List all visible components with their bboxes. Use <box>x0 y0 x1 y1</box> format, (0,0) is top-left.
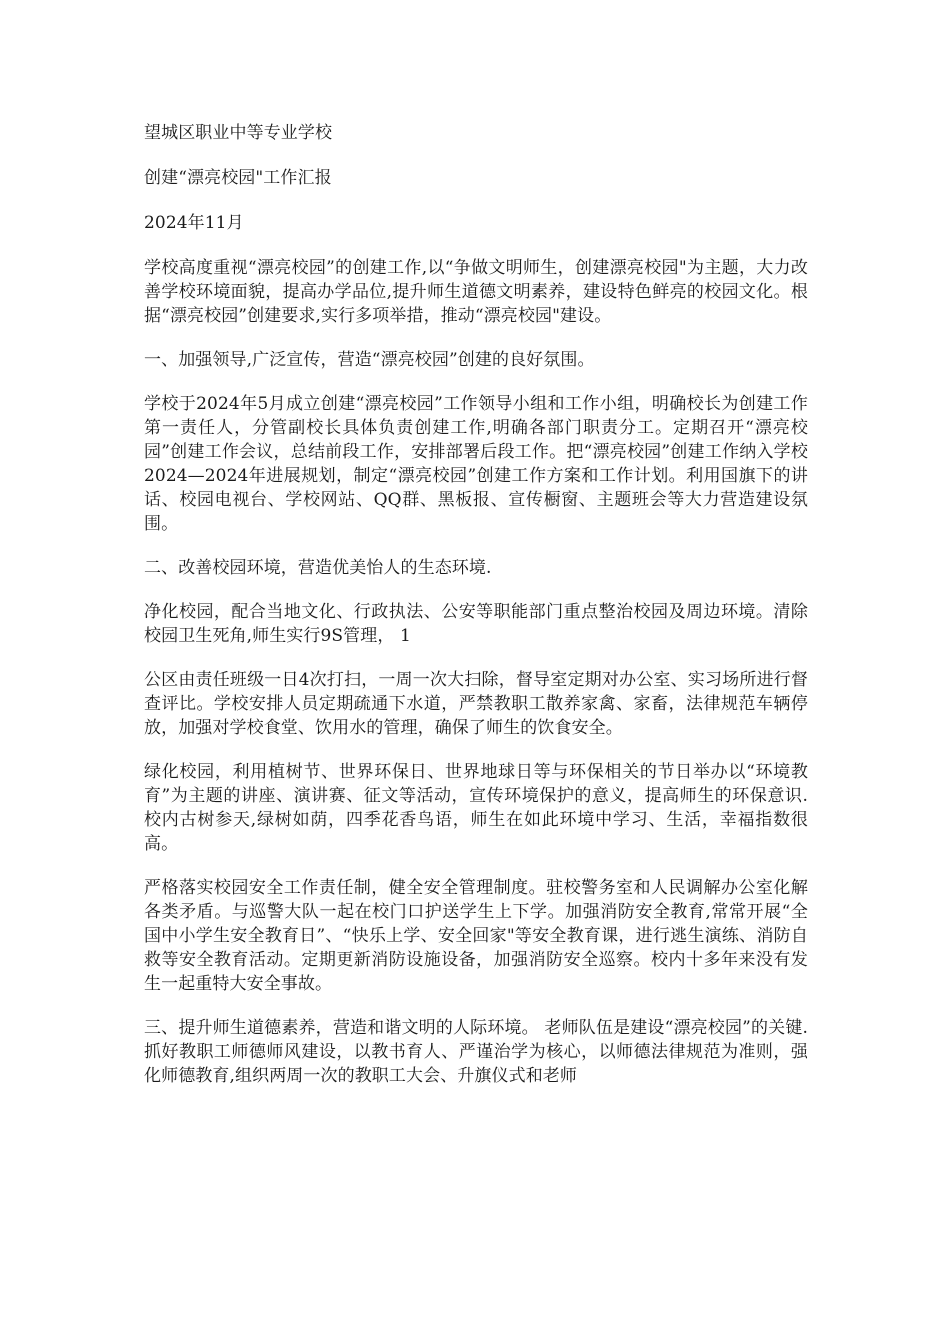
document-page <box>144 121 808 1108</box>
school-name: 望城区职业中等专业学校 <box>144 123 333 143</box>
paragraph-safety: 严格落实校园安全工作责任制，健全安全管理制度。驻校警务室和人民调解办公室化解各类矛盾。与巡警大队一起在校门口护送学生上下学。加强消防安全教育,常常开展“全国中小学生安全教育日”、“快乐上学、安全回家"等安全教育课，进行逃生演练、消防自救等安全教育活动。定期更新消防设施设备，加强消防安全巡察。校内十多年来没有发生一起重特大安全事故。 <box>144 878 808 994</box>
section-heading-3: 三、提升师生道德素养，营造和谐文明的人际环境。 老师队伍是建设“漂亮校园”的关键.抓好教职工师德师风建设，以教书育人、严谨治学为核心，以师德法律规范为准则，强化师德教育,组织两周一次的教职工大会、升旗仪式和老师 <box>144 1018 808 1086</box>
paragraph-greening: 绿化校园，利用植树节、世界环保日、世界地球日等与环保相关的节日举办以“环境教育”为主题的讲座、演讲赛、征文等活动，宣传环境保护的意义，提高师生的环保意识.校内古树参天,绿树如荫，四季花香鸟语，师生在如此环境中学习、生活，幸福指数很高。 <box>144 762 808 854</box>
paragraph-cleaning: 公区由责任班级一日4次打扫，一周一次大扫除，督导室定期对办公室、实习场所进行督查评比。学校安排人员定期疏通下水道，严禁教职工散养家禽、家畜，法律规范车辆停放，加强对学校食堂、饮用水的管理，确保了师生的饮食安全。 <box>144 670 808 738</box>
paragraph-intro: 学校高度重视“漂亮校园”的创建工作,以“争做文明师生，创建漂亮校园"为主题，大力改善学校环境面貌，提高办学品位,提升师生道德文明素养，建设特色鲜亮的校园文化。根据“漂亮校园”创建要求,实行多项举措，推动“漂亮校园"建设。 <box>144 258 808 326</box>
paragraph-purify: 净化校园，配合当地文化、行政执法、公安等职能部门重点整治校园及周边环境。清除校园卫生死角,师生实行9S管理， 1 <box>144 602 808 646</box>
section-heading-2: 二、改善校园环境，营造优美怡人的生态环境. <box>144 558 492 578</box>
report-date: 2024年11月 <box>144 213 244 233</box>
report-title: 创建“漂亮校园"工作汇报 <box>144 168 332 188</box>
section-heading-1: 一、加强领导,广泛宣传，营造“漂亮校园”创建的良好氛围。 <box>144 350 595 370</box>
paragraph-leadership: 学校于2024年5月成立创建“漂亮校园”工作领导小组和工作小组，明确校长为创建工作第一责任人，分管副校长具体负责创建工作,明确各部门职责分工。定期召开“漂亮校园”创建工作会议，总结前段工作，安排部署后段工作。把“漂亮校园”创建工作纳入学校2024—2024年进展规划，制定“漂亮校园”创建工作方案和工作计划。利用国旗下的讲话、校园电视台、学校网站、QQ群、黑板报、宣传橱窗、主题班会等大力营造建设氛围。 <box>144 394 808 534</box>
